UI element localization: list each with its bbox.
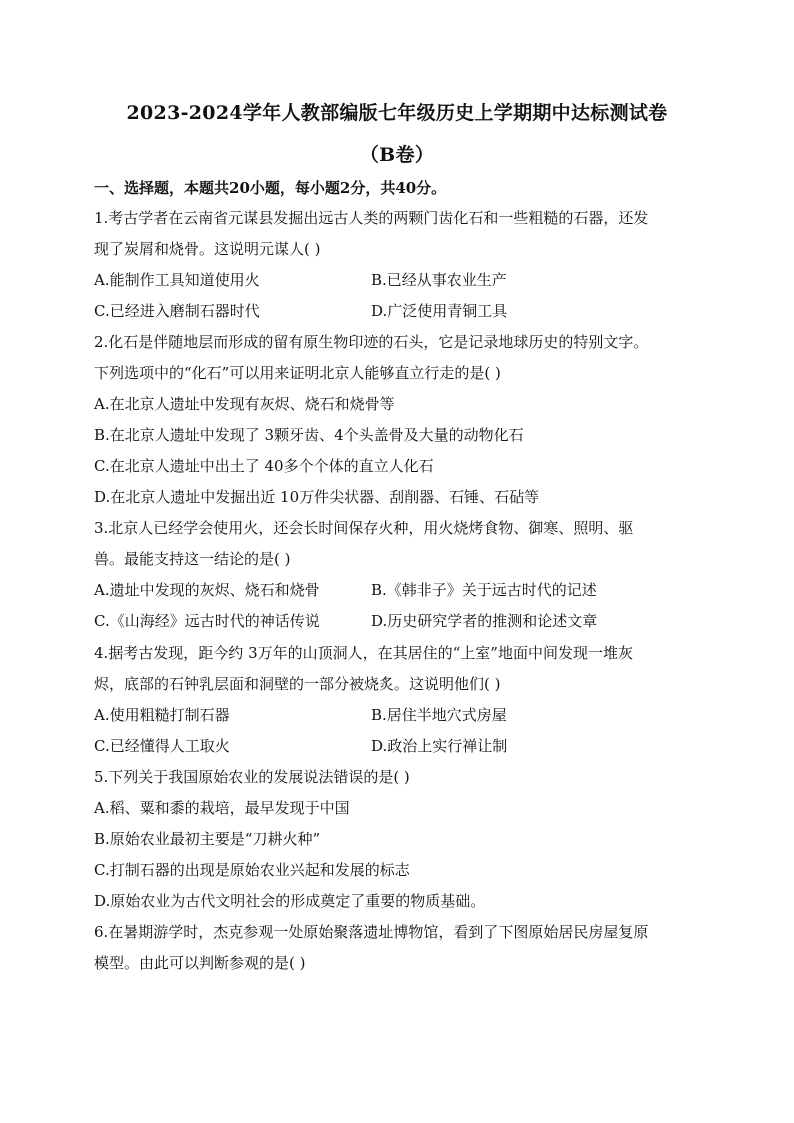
question-3-stem-line-2: 兽。最能支持这一结论的是( ) — [94, 550, 291, 568]
question-3-option-b: B.《韩非子》关于远古时代的记述 — [371, 581, 597, 599]
exam-title: 2023-2024学年人教部编版七年级历史上学期期中达标测试卷 — [126, 102, 668, 124]
question-1-option-d: D.广泛使用青铜工具 — [371, 302, 508, 320]
exam-subtitle: （B卷） — [359, 144, 435, 166]
question-5-option-d: D.原始农业为古代文明社会的形成奠定了重要的物质基础。 — [94, 892, 486, 910]
question-2-option-c: C.在北京人遗址中出土了 40多个个体的直立人化石 — [94, 457, 434, 475]
question-3-option-a: A.遗址中发现的灰烬、烧石和烧骨 — [94, 581, 320, 599]
question-1-stem-line-1: 1.考古学者在云南省元谋县发掘出远古人类的两颗门齿化石和一些粗糙的石器，还发 — [94, 209, 649, 227]
question-6-stem-line-1: 6.在暑期游学时，杰克参观一处原始聚落遗址博物馆，看到了下图原始居民房屋复原 — [94, 923, 649, 941]
question-5-option-a: A.稻、粟和黍的栽培，最早发现于中国 — [94, 799, 350, 817]
question-6-stem-line-2: 模型。由此可以判断参观的是( ) — [94, 954, 306, 972]
question-1-option-c: C.已经进入磨制石器时代 — [94, 302, 260, 320]
question-2-stem-line-1: 2.化石是伴随地层而形成的留有原生物印迹的石头，它是记录地球历史的特别文字。 — [94, 333, 649, 351]
question-1-stem-line-2: 现了炭屑和烧骨。这说明元谋人( ) — [94, 240, 321, 258]
question-1-option-a: A.能制作工具知道使用火 — [94, 271, 260, 289]
question-1-option-b: B.已经从事农业生产 — [371, 271, 507, 289]
question-2-option-d: D.在北京人遗址中发掘出近 10万件尖状器、刮削器、石锤、石砧等 — [94, 488, 540, 506]
question-3-stem-line-1: 3.北京人已经学会使用火，还会长时间保存火种，用火烧烤食物、御寒、照明、驱 — [94, 519, 634, 537]
question-4-option-c: C.已经懂得人工取火 — [94, 737, 230, 755]
question-2-option-a: A.在北京人遗址中发现有灰烬、烧石和烧骨等 — [94, 395, 395, 413]
question-3-option-d: D.历史研究学者的推测和论述文章 — [371, 612, 598, 630]
question-5-option-c: C.打制石器的出现是原始农业兴起和发展的标志 — [94, 861, 410, 879]
question-4-option-b: B.居住半地穴式房屋 — [371, 706, 507, 724]
question-2-option-b: B.在北京人遗址中发现了 3颗牙齿、4个头盖骨及大量的动物化石 — [94, 426, 524, 444]
section-heading: 一、选择题，本题共20小题，每小题2分，共40分。 — [94, 179, 447, 197]
question-4-stem-line-2: 烬，底部的石钟乳层面和洞壁的一部分被烧炙。这说明他们( ) — [94, 675, 501, 693]
question-5-stem-line-1: 5.下列关于我国原始农业的发展说法错误的是( ) — [94, 768, 410, 786]
question-3-option-c: C.《山海经》远古时代的神话传说 — [94, 612, 320, 630]
question-2-stem-line-2: 下列选项中的“化石”可以用来证明北京人能够直立行走的是( ) — [94, 364, 501, 382]
question-4-stem-line-1: 4.据考古发现，距今约 3万年的山顶洞人，在其居住的“上室”地面中间发现一堆灰 — [94, 644, 633, 662]
question-4-option-a: A.使用粗糙打制石器 — [94, 706, 230, 724]
question-5-option-b: B.原始农业最初主要是“刀耕火种” — [94, 830, 321, 848]
question-4-option-d: D.政治上实行禅让制 — [371, 737, 508, 755]
